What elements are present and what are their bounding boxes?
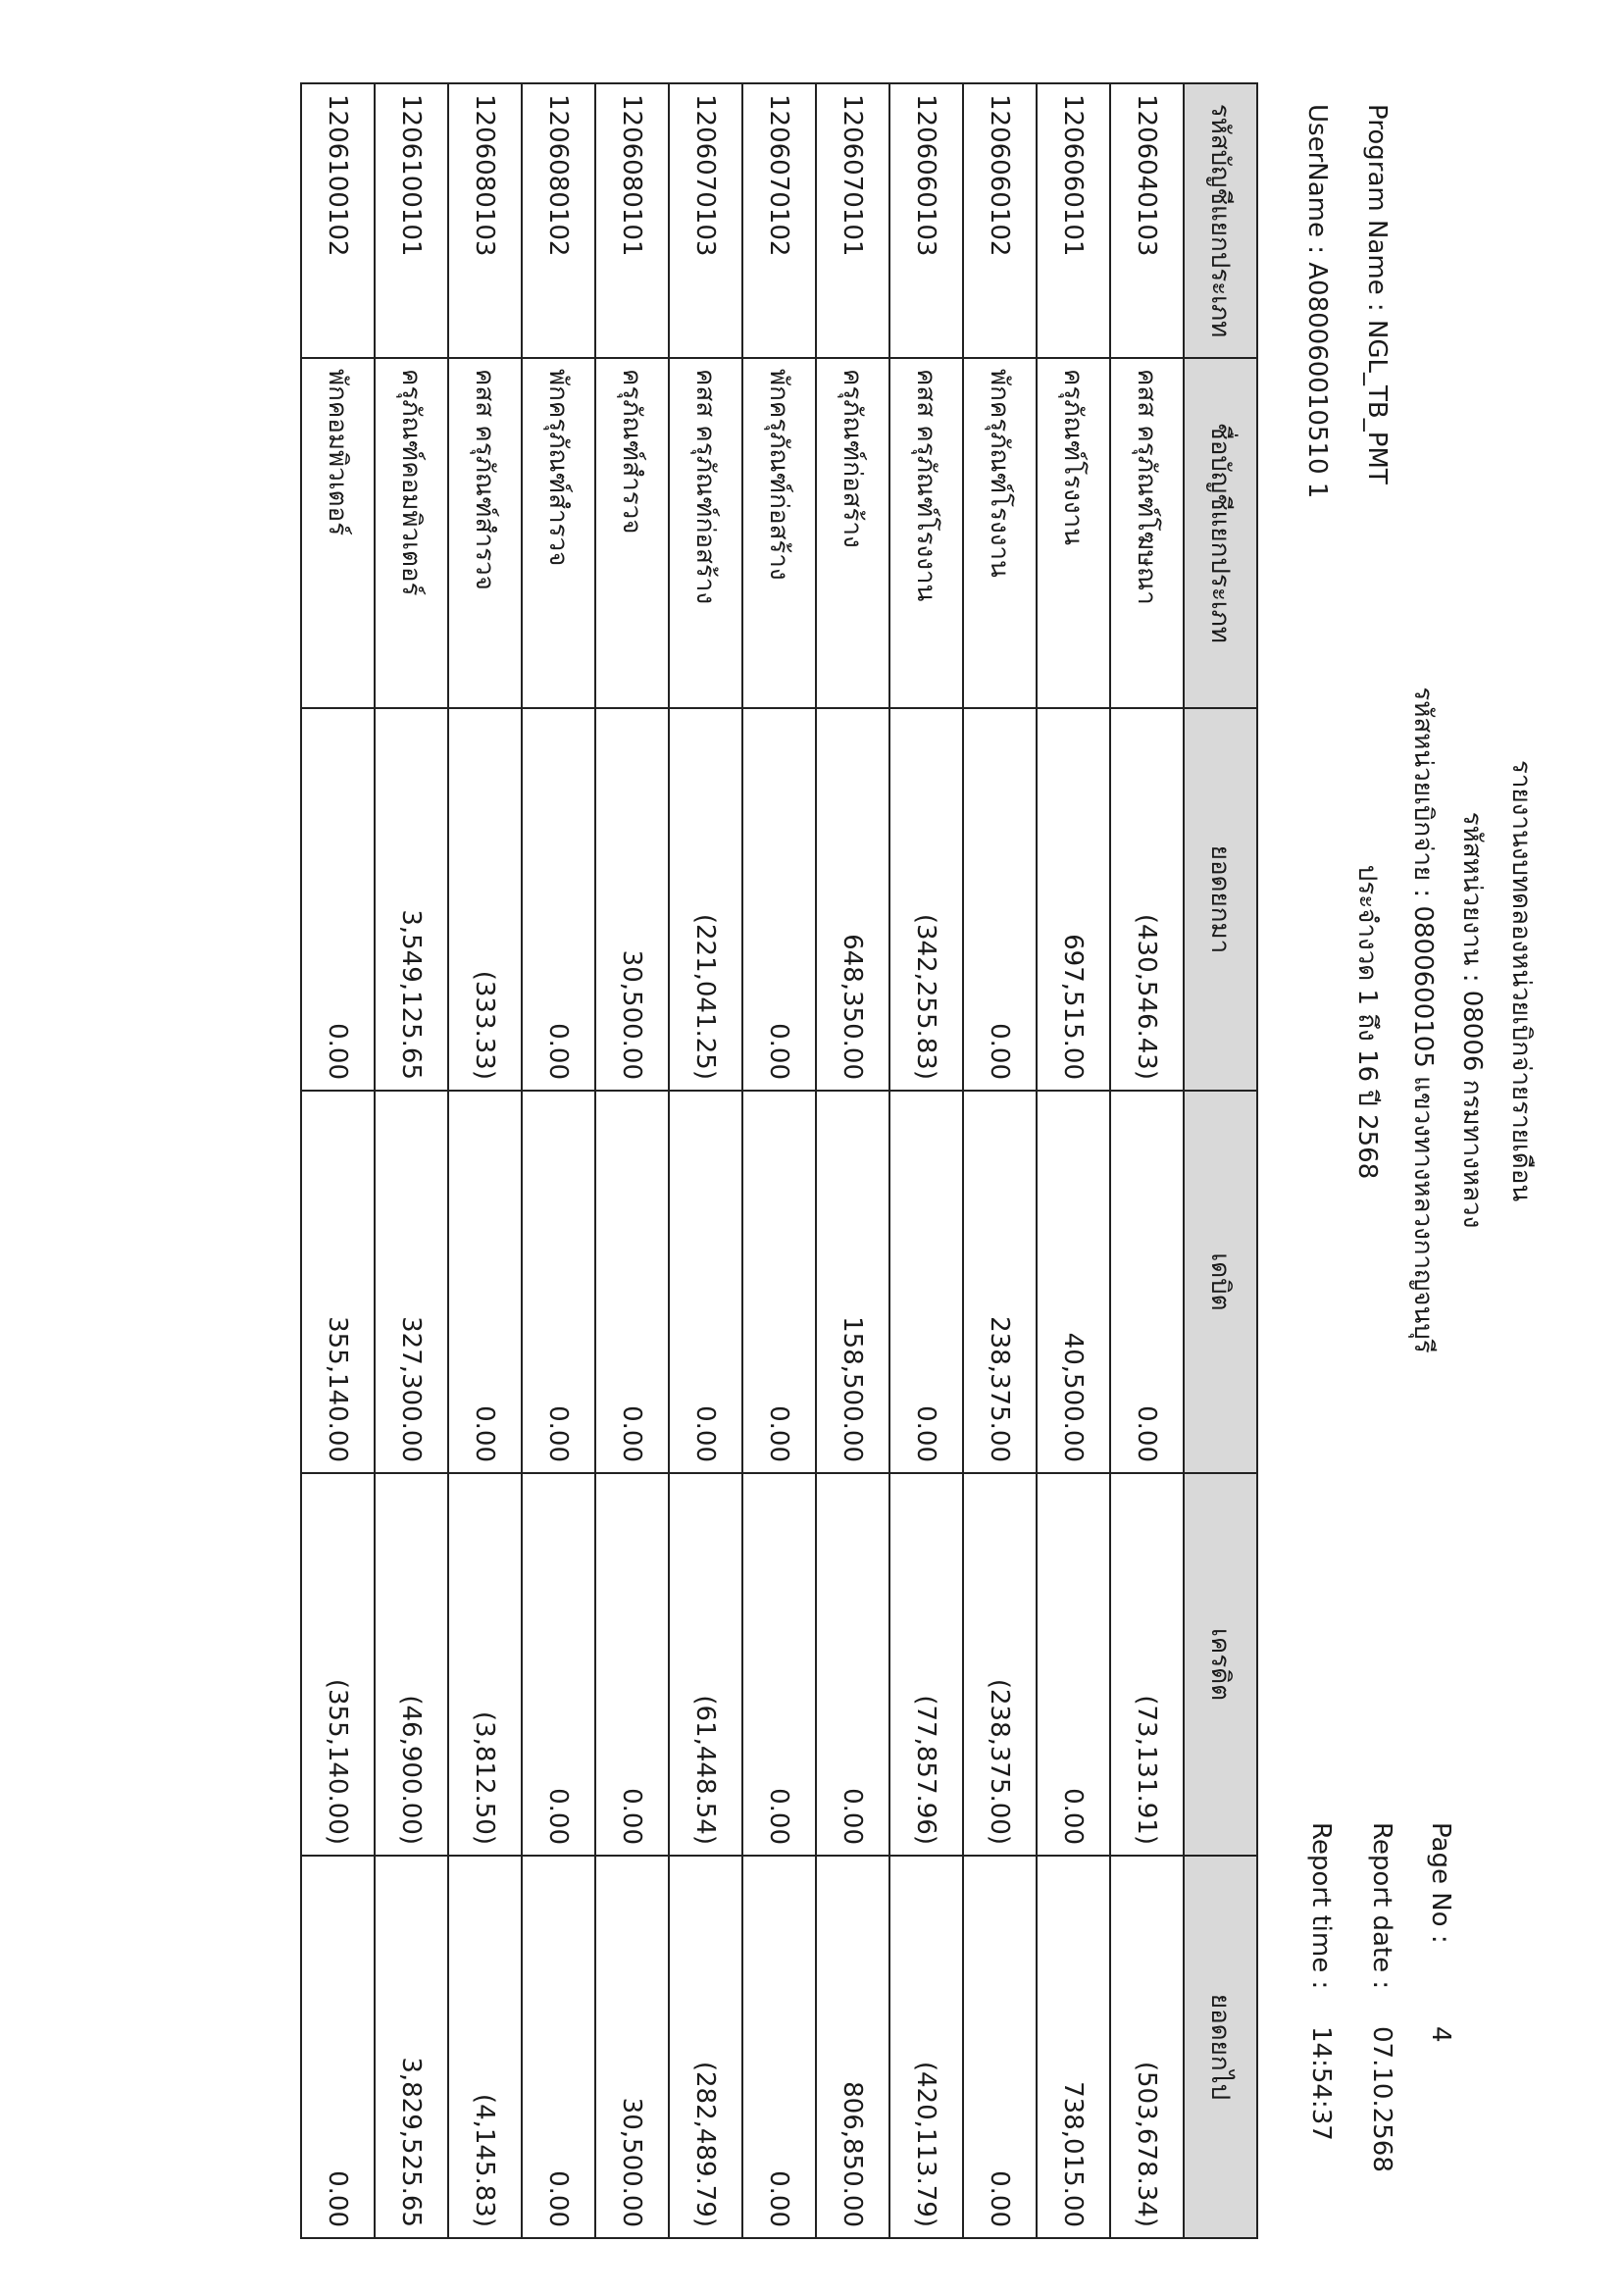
cell-opening-balance: (333.33) [448, 708, 522, 1091]
cell-account-name: พักครุภัณฑ์โรงงาน [963, 358, 1037, 708]
cell-debit: 327,300.00 [375, 1091, 448, 1473]
cell-closing-balance: 0.00 [742, 1856, 816, 2238]
cell-account-code: 1206070103 [669, 83, 742, 358]
table-row [1110, 83, 1184, 2238]
cell-account-code: 1206060102 [963, 83, 1037, 358]
cell-account-name: ครุภัณฑ์คอมพิวเตอร์ [375, 358, 448, 708]
table-row [375, 83, 448, 2238]
table-row [889, 83, 963, 2238]
cell-debit: 0.00 [1110, 1091, 1184, 1473]
column-header-credit: เครดิต [1184, 1473, 1257, 1856]
cell-opening-balance: 3,549,125.65 [375, 708, 448, 1091]
cell-credit: 0.00 [1037, 1473, 1110, 1856]
cell-account-name: ครุภัณฑ์สำรวจ [595, 358, 669, 708]
cell-account-code: 1206060101 [1037, 83, 1110, 358]
cell-opening-balance: 697,515.00 [1037, 708, 1110, 1091]
cell-opening-balance: (221,041.25) [669, 708, 742, 1091]
column-header-opening-balance: ยอดยกมา [1184, 708, 1257, 1091]
cell-credit: 0.00 [742, 1473, 816, 1856]
username: UserName : A080060010510 1 [1302, 104, 1332, 499]
cell-account-code: 1206070101 [816, 83, 889, 358]
cell-account-code: 1206060103 [889, 83, 963, 358]
cell-closing-balance: (282,489.79) [669, 1856, 742, 2238]
trial-balance-table [300, 82, 1258, 2239]
cell-closing-balance: 0.00 [301, 1856, 375, 2238]
cell-debit: 0.00 [595, 1091, 669, 1473]
department-code: รหัสหน่วยงาน : 08006 กรมทางหลวง [1457, 811, 1487, 1229]
cell-closing-balance: 806,850.00 [816, 1856, 889, 2238]
cell-account-name: คสส ครุภัณฑ์สำรวจ [448, 358, 522, 708]
table-row [448, 83, 522, 2238]
cell-account-name: คสส ครุภัณฑ์ก่อสร้าง [669, 358, 742, 708]
cell-debit: 0.00 [742, 1091, 816, 1473]
cell-account-name: พักครุภัณฑ์สำรวจ [522, 358, 595, 708]
page-number-value: 4 [1426, 2026, 1455, 2043]
table-row [669, 83, 742, 2238]
cell-opening-balance: (430,546.43) [1110, 708, 1184, 1091]
cell-debit: 355,140.00 [301, 1091, 375, 1473]
column-header-closing-balance: ยอดยกไป [1184, 1856, 1257, 2238]
cell-opening-balance: 648,350.00 [816, 708, 889, 1091]
cell-closing-balance: 738,015.00 [1037, 1856, 1110, 2238]
cell-debit: 158,500.00 [816, 1091, 889, 1473]
cell-account-code: 1206040103 [1110, 83, 1184, 358]
cell-closing-balance: 30,500.00 [595, 1856, 669, 2238]
report-period: ประจำงวด 1 ถึง 16 ปี 2568 [1352, 864, 1382, 1180]
cell-credit: 0.00 [595, 1473, 669, 1856]
report-time-value: 14:54:37 [1306, 2026, 1336, 2141]
cell-opening-balance: 0.00 [963, 708, 1037, 1091]
cell-credit: (355,140.00) [301, 1473, 375, 1856]
cell-credit: (46,900.00) [375, 1473, 448, 1856]
cell-account-code: 1206100101 [375, 83, 448, 358]
cell-debit: 40,500.00 [1037, 1091, 1110, 1473]
report-date-value: 07.10.2568 [1367, 2026, 1396, 2172]
table-row [816, 83, 889, 2238]
cell-opening-balance: 30,500.00 [595, 708, 669, 1091]
column-header-account-name: ชื่อบัญชีแยกประเภท [1184, 358, 1257, 708]
report-time-label: Report time : [1306, 1822, 1336, 1990]
cell-credit: (61,448.54) [669, 1473, 742, 1856]
cell-credit: (238,375.00) [963, 1473, 1037, 1856]
page-number-label: Page No : [1426, 1822, 1455, 1944]
cell-account-code: 1206080101 [595, 83, 669, 358]
table-row [301, 83, 375, 2238]
cell-opening-balance: 0.00 [522, 708, 595, 1091]
table-row [595, 83, 669, 2238]
cell-closing-balance: 0.00 [963, 1856, 1037, 2238]
cell-account-code: 1206100102 [301, 83, 375, 358]
cell-credit: (77,857.96) [889, 1473, 963, 1856]
cell-opening-balance: (342,255.83) [889, 708, 963, 1091]
cell-credit: 0.00 [816, 1473, 889, 1856]
cell-account-code: 1206080102 [522, 83, 595, 358]
column-header-debit: เดบิต [1184, 1091, 1257, 1473]
table-header-row [1184, 83, 1257, 2238]
cell-credit: 0.00 [522, 1473, 595, 1856]
program-name: Program Name : NGL_TB_PMT [1362, 104, 1392, 484]
cell-account-name: คสส ครุภัณฑ์โฆษณา [1110, 358, 1184, 708]
cell-closing-balance: (4,145.83) [448, 1856, 522, 2238]
report-date-label: Report date : [1367, 1822, 1396, 1990]
cell-debit: 0.00 [669, 1091, 742, 1473]
cell-closing-balance: (420,113.79) [889, 1856, 963, 2238]
disbursement-unit-code: รหัสหน่วยเบิกจ่าย : 0800600105 แขวงทางหลวงกาญจนบุรี [1408, 687, 1438, 1353]
cell-opening-balance: 0.00 [301, 708, 375, 1091]
cell-account-code: 1206070102 [742, 83, 816, 358]
table-row [1037, 83, 1110, 2238]
cell-credit: (73,131.91) [1110, 1473, 1184, 1856]
cell-account-name: คสส ครุภัณฑ์โรงงาน [889, 358, 963, 708]
table-row [522, 83, 595, 2238]
cell-account-code: 1206080103 [448, 83, 522, 358]
cell-closing-balance: (503,678.34) [1110, 1856, 1184, 2238]
cell-closing-balance: 3,829,525.65 [375, 1856, 448, 2238]
cell-debit: 0.00 [448, 1091, 522, 1473]
table-row [742, 83, 816, 2238]
table-body [301, 83, 1184, 2238]
cell-closing-balance: 0.00 [522, 1856, 595, 2238]
cell-account-name: พักครุภัณฑ์ก่อสร้าง [742, 358, 816, 708]
cell-account-name: ครุภัณฑ์โรงงาน [1037, 358, 1110, 708]
cell-opening-balance: 0.00 [742, 708, 816, 1091]
table-row [963, 83, 1037, 2238]
cell-account-name: ครุภัณฑ์ก่อสร้าง [816, 358, 889, 708]
cell-credit: (3,812.50) [448, 1473, 522, 1856]
cell-debit: 238,375.00 [963, 1091, 1037, 1473]
report-title: รายงานงบทดลองหน่วยเบิกจ่ายรายเดือน [1506, 759, 1536, 1202]
cell-debit: 0.00 [522, 1091, 595, 1473]
column-header-account-code: รหัสบัญชีแยกประเภท [1184, 83, 1257, 358]
cell-account-name: พักคอมพิวเตอร์ [301, 358, 375, 708]
cell-debit: 0.00 [889, 1091, 963, 1473]
